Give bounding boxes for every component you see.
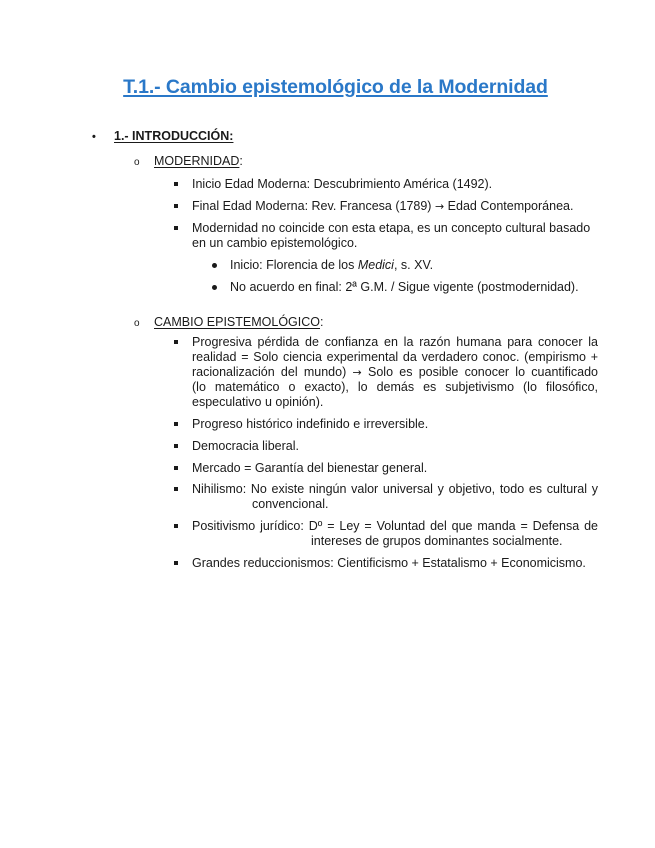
section-heading [92, 129, 233, 143]
list-item [174, 417, 598, 432]
list-item [174, 335, 598, 410]
list-item [174, 556, 598, 571]
square-bullet-icon [174, 422, 178, 426]
dot-bullet-icon [212, 285, 217, 290]
list-item-text: Inicio Edad Moderna: Descubrimiento América (1492). [192, 177, 493, 191]
square-bullet-icon [174, 561, 178, 565]
list-item-text: Positivismo jurídico: Dº = Ley = Voluntad del que manda = Defensa de intereses de grupos dominantes socialmente. [192, 519, 598, 548]
list-item-text: Final Edad Moderna: Rev. Francesa (1789) → Edad Contemporánea. [192, 199, 574, 213]
list-item [174, 199, 598, 214]
arrow-right-icon: → [352, 366, 362, 379]
subheading-modernidad-suffix: : [239, 154, 243, 168]
square-bullet-icon [174, 524, 178, 528]
square-bullet-icon [174, 204, 178, 208]
subheading-cambio [134, 315, 323, 329]
list-item-text: Modernidad no coincide con esta etapa, es un concepto cultural basado en un cambio epistemológico. [192, 221, 591, 250]
square-bullet-icon [174, 226, 178, 230]
list-item-text: Mercado = Garantía del bienestar general. [192, 461, 428, 475]
page-title: T.1.- Cambio epistemológico de la Modernidad [123, 76, 548, 98]
subheading-cambio-label: CAMBIO EPISTEMOLÓGICO [154, 315, 320, 329]
square-bullet-icon [174, 444, 178, 448]
list-item-text: Democracia liberal. [192, 439, 299, 453]
list-item-text: Progresiva pérdida de confianza en la razón humana para conocer la realidad = Solo ciencia experimental da verdadero conoc. (empirismo + racionalización del mundo) → Solo es posible conocer lo cuantificado (lo matemático o exacto), lo demás es subjetivismo (lo filosófico, especulativo u opinión). [192, 335, 598, 409]
list-item-text: Nihilismo: No existe ningún valor universal y objetivo, todo es cultural y convencional. [192, 482, 598, 511]
subheading-modernidad [134, 154, 243, 168]
sub-list-item [212, 258, 602, 273]
square-bullet-icon [174, 466, 178, 470]
list-item-text: Progreso histórico indefinido e irreversible. [192, 417, 429, 431]
sub-list-item-text: No acuerdo en final: 2ª G.M. / Sigue vigente (postmodernidad). [230, 280, 579, 294]
list-item [174, 439, 598, 454]
list-item [174, 461, 598, 476]
dot-bullet-icon [212, 263, 217, 268]
sub-list-item-text: Inicio: Florencia de los Medici, s. XV. [230, 258, 434, 272]
section-heading-label: 1.- INTRODUCCIÓN: [114, 129, 234, 143]
circle-marker-icon: o [134, 157, 140, 168]
list-item [174, 482, 598, 512]
list-item [174, 519, 598, 549]
sub-list-item [212, 280, 602, 295]
arrow-right-icon: → [434, 200, 445, 213]
subheading-modernidad-label: MODERNIDAD [154, 154, 240, 168]
list-item [174, 221, 598, 251]
list-item-text: Grandes reduccionismos: Cientificismo + Estatalismo + Economicismo. [192, 556, 586, 570]
subheading-cambio-suffix: : [320, 315, 324, 329]
bullet-icon: • [92, 131, 96, 143]
square-bullet-icon [174, 182, 178, 186]
square-bullet-icon [174, 487, 178, 491]
list-item [174, 177, 598, 192]
square-bullet-icon [174, 340, 178, 344]
circle-marker-icon: o [134, 318, 140, 329]
